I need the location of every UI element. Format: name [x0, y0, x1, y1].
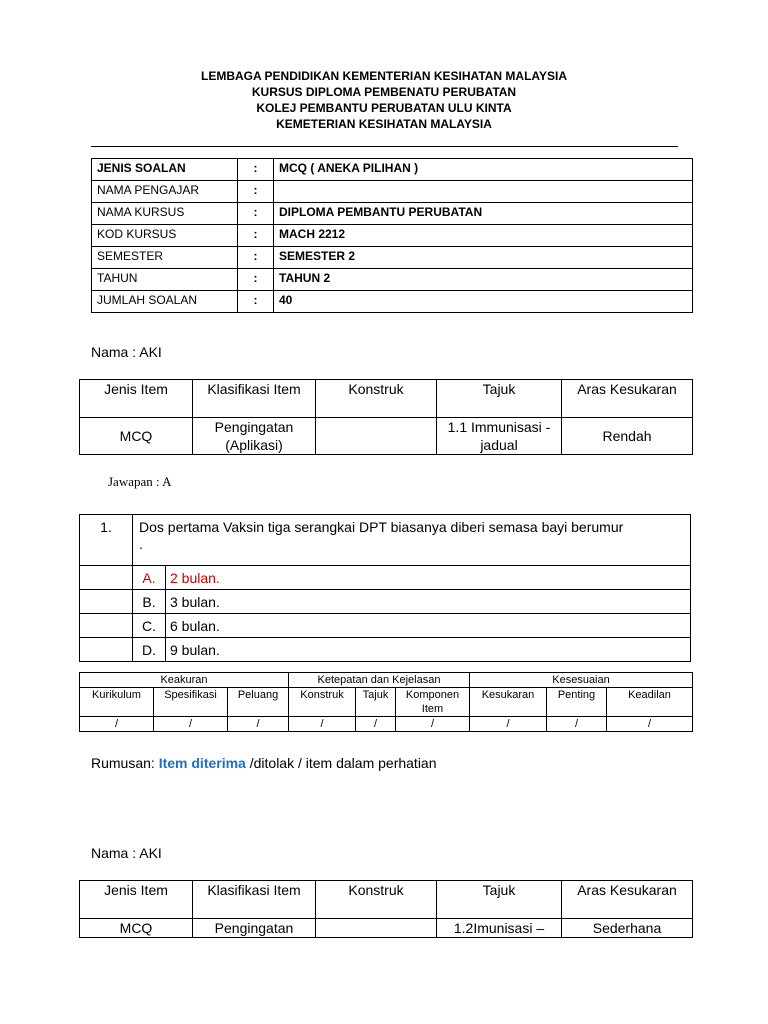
question-stem-text: Dos pertama Vaksin tiga serangkai DPT biasanya diberi semasa bayi berumur [139, 519, 624, 535]
header-line-1: LEMBAGA PENDIDIKAN KEMENTERIAN KESIHATAN MALAYSIA [200, 69, 567, 83]
info-value: 40 [274, 291, 693, 313]
mark-tajuk: / [356, 717, 396, 732]
option-spacer [80, 638, 133, 662]
question-stem-tail: . [139, 536, 143, 552]
classification-header-row [80, 881, 693, 919]
info-label: KOD KURSUS [92, 225, 238, 247]
option-spacer [80, 614, 133, 638]
info-colon: : [238, 247, 274, 269]
option-row-d [80, 638, 691, 662]
header-aras-kesukaran: Aras Kesukaran [562, 881, 693, 919]
option-letter-a: A. [133, 566, 166, 590]
info-value: DIPLOMA PEMBANTU PERUBATAN [274, 203, 693, 225]
option-text-a: 2 bulan. [166, 566, 691, 590]
info-label: NAMA PENGAJAR [92, 181, 238, 203]
item2-nama: Nama : AKI [91, 845, 162, 861]
info-row-tahun [92, 269, 693, 291]
value-jenis-item: MCQ [80, 919, 193, 938]
question-stem-row [80, 515, 691, 566]
criteria-penting: Penting [547, 688, 607, 717]
criteria-kurikulum: Kurikulum [80, 688, 154, 717]
mark-penting: / [547, 717, 607, 732]
option-letter-c: C. [133, 614, 166, 638]
header-konstruk: Konstruk [316, 380, 437, 418]
mark-konstruk: / [289, 717, 356, 732]
option-text-c: 6 bulan. [166, 614, 691, 638]
mark-peluang: / [228, 717, 289, 732]
info-row-nama-pengajar [92, 181, 693, 203]
info-colon: : [238, 159, 274, 181]
group-ketepatan-kejelasan: Ketepatan dan Kejelasan [289, 673, 470, 688]
classification-header-row [80, 380, 693, 418]
info-colon: : [238, 225, 274, 247]
option-row-b [80, 590, 691, 614]
value-aras-kesukaran: Sederhana [562, 919, 693, 938]
info-value: SEMESTER 2 [274, 247, 693, 269]
header-klasifikasi-item: Klasifikasi Item [193, 881, 316, 919]
info-value: MCQ ( ANEKA PILIHAN ) [274, 159, 693, 181]
mark-komponen-item: / [396, 717, 470, 732]
criteria-komponen-item: Komponen Item [396, 688, 470, 717]
mark-kesukaran: / [470, 717, 547, 732]
evaluation-criteria-row [80, 688, 693, 717]
value-tajuk: 1.2Imunisasi – [437, 919, 562, 938]
mark-keadilan: / [607, 717, 693, 732]
criteria-konstruk: Konstruk [289, 688, 356, 717]
info-label: SEMESTER [92, 247, 238, 269]
value-konstruk [316, 919, 437, 938]
option-text-b: 3 bulan. [166, 590, 691, 614]
header-tajuk: Tajuk [437, 380, 562, 418]
info-label: TAHUN [92, 269, 238, 291]
info-row-semester [92, 247, 693, 269]
question-table [79, 514, 691, 662]
criteria-peluang: Peluang [228, 688, 289, 717]
mark-spesifikasi: / [154, 717, 228, 732]
group-keakuran: Keakuran [80, 673, 289, 688]
item1-nama: Nama : AKI [91, 344, 162, 360]
question-stem [133, 515, 691, 566]
info-row-jumlah-soalan [92, 291, 693, 313]
item2-classification-table [79, 880, 693, 938]
value-klasifikasi-item: Pengingatan [193, 919, 316, 938]
info-row-nama-kursus [92, 203, 693, 225]
question-number: 1. [80, 515, 133, 566]
value-aras-kesukaran: Rendah [562, 418, 693, 455]
value-tajuk: 1.1 Immunisasi - jadual [437, 418, 562, 455]
info-colon: : [238, 269, 274, 291]
info-label: JUMLAH SOALAN [92, 291, 238, 313]
header-line-2: KURSUS DIPLOMA PEMBENATU PERUBATAN [251, 85, 517, 99]
info-label: NAMA KURSUS [92, 203, 238, 225]
classification-value-row [80, 919, 693, 938]
option-spacer [80, 566, 133, 590]
option-letter-d: D. [133, 638, 166, 662]
info-colon: : [238, 291, 274, 313]
info-value [274, 181, 693, 203]
criteria-tajuk: Tajuk [356, 688, 396, 717]
option-row-a [80, 566, 691, 590]
value-konstruk [316, 418, 437, 455]
option-row-c [80, 614, 691, 638]
info-value: MACH 2212 [274, 225, 693, 247]
criteria-kesukaran: Kesukaran [470, 688, 547, 717]
evaluation-mark-row [80, 717, 693, 732]
header-divider [91, 146, 678, 147]
info-label: JENIS SOALAN [92, 159, 238, 181]
value-jenis-item: MCQ [80, 418, 193, 455]
info-colon: : [238, 181, 274, 203]
info-value: TAHUN 2 [274, 269, 693, 291]
header-line-3: KOLEJ PEMBANTU PERUBATAN ULU KINTA [256, 101, 512, 115]
value-klasifikasi-item: Pengingatan (Aplikasi) [193, 418, 316, 455]
rumusan-line [91, 755, 437, 771]
option-letter-b: B. [133, 590, 166, 614]
course-info-table [91, 158, 693, 313]
info-colon: : [238, 203, 274, 225]
info-row-kod-kursus [92, 225, 693, 247]
option-text-d: 9 bulan. [166, 638, 691, 662]
header-konstruk: Konstruk [316, 881, 437, 919]
info-row-jenis-soalan [92, 159, 693, 181]
group-kesesuaian: Kesesuaian [470, 673, 693, 688]
evaluation-table [79, 672, 693, 732]
rumusan-accepted: Item diterima [158, 755, 246, 771]
document-header [80, 68, 688, 132]
header-line-4: KEMETERIAN KESIHATAN MALAYSIA [276, 117, 492, 131]
criteria-spesifikasi: Spesifikasi [154, 688, 228, 717]
criteria-keadilan: Keadilan [607, 688, 693, 717]
answer-key: Jawapan : A [108, 474, 172, 489]
evaluation-group-row [80, 673, 693, 688]
header-klasifikasi-item: Klasifikasi Item [193, 380, 316, 418]
classification-value-row [80, 418, 693, 455]
rumusan-prefix: Rumusan: [91, 755, 159, 771]
mark-kurikulum: / [80, 717, 154, 732]
rumusan-rest: /ditolak / item dalam perhatian [245, 755, 437, 771]
header-jenis-item: Jenis Item [80, 380, 193, 418]
header-tajuk: Tajuk [437, 881, 562, 919]
header-jenis-item: Jenis Item [80, 881, 193, 919]
item1-classification-table [79, 379, 693, 455]
header-aras-kesukaran: Aras Kesukaran [562, 380, 693, 418]
option-spacer [80, 590, 133, 614]
